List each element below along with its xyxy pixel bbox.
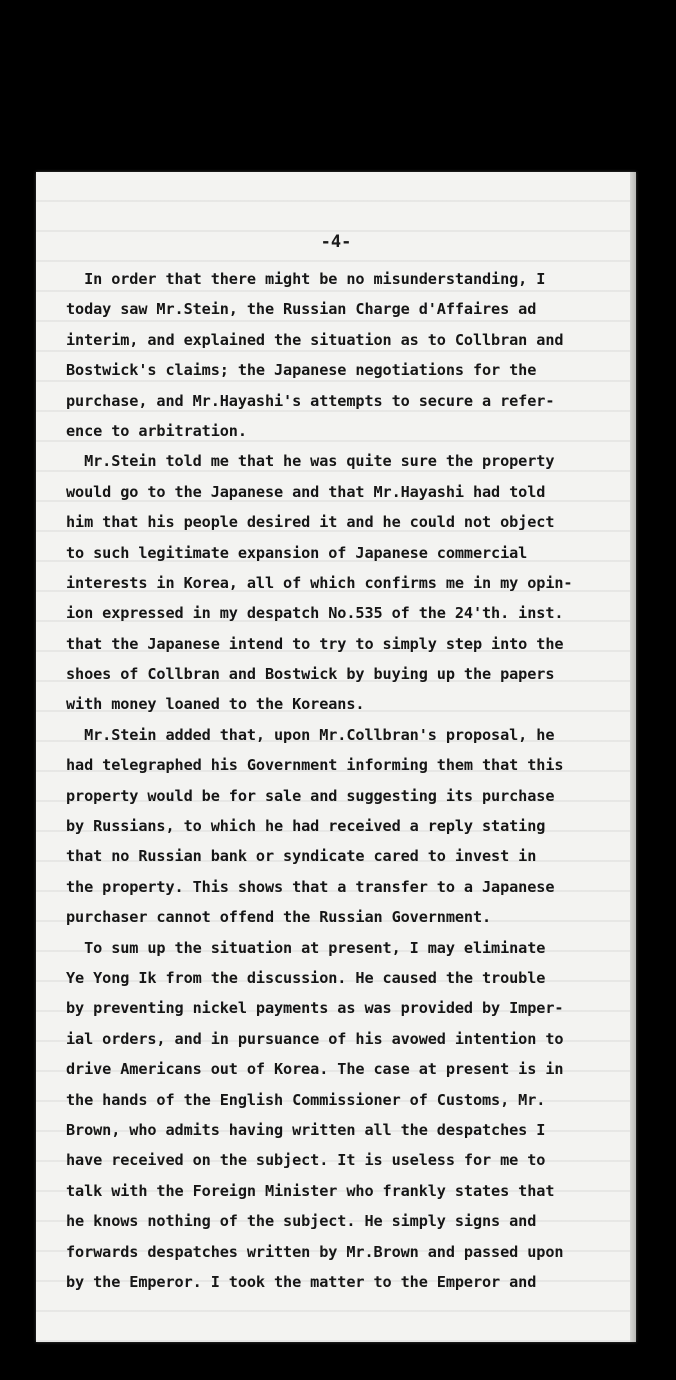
text-line: To sum up the situation at present, I may eliminate bbox=[66, 938, 546, 957]
text-line: drive Americans out of Korea. The case at present is in bbox=[66, 1060, 564, 1079]
text-line: ial orders, and in pursuance of his avowed intention to bbox=[66, 1029, 564, 1048]
text-line: interests in Korea, all of which confirms me in my opin- bbox=[66, 573, 573, 592]
text-line: property would be for sale and suggesting its purchase bbox=[66, 786, 555, 805]
text-line: Mr.Stein told me that he was quite sure the property bbox=[66, 452, 555, 471]
text-line: with money loaned to the Koreans. bbox=[66, 695, 365, 714]
text-line: that the Japanese intend to try to simply step into the bbox=[66, 634, 564, 653]
text-line: ence to arbitration. bbox=[66, 421, 247, 440]
text-line: purchaser cannot offend the Russian Government. bbox=[66, 908, 492, 927]
text-line: him that his people desired it and he could not object bbox=[66, 513, 555, 532]
text-line: he knows nothing of the subject. He simply signs and bbox=[66, 1212, 537, 1231]
text-line: In order that there might be no misunderstanding, I bbox=[66, 270, 546, 288]
text-line: the property. This shows that a transfer to a Japanese bbox=[66, 877, 555, 896]
text-line: ion expressed in my despatch No.535 of the 24'th. inst. bbox=[66, 604, 564, 623]
text-line: Bostwick's claims; the Japanese negotiations for the bbox=[66, 361, 537, 380]
text-line: Brown, who admits having written all the despatches I bbox=[66, 1120, 546, 1139]
text-line: Mr.Stein added that, upon Mr.Collbran's proposal, he bbox=[66, 725, 555, 744]
text-line: would go to the Japanese and that Mr.Hayashi had told bbox=[66, 482, 546, 501]
text-line: forwards despatches written by Mr.Brown and passed upon bbox=[66, 1242, 564, 1261]
page-edge bbox=[630, 172, 636, 1342]
page-number: -4- bbox=[320, 232, 352, 252]
text-line: purchase, and Mr.Hayashi's attempts to secure a refer- bbox=[66, 391, 555, 410]
text-line: shoes of Collbran and Bostwick by buying up the papers bbox=[66, 665, 555, 684]
text-line: by preventing nickel payments as was provided by Imper- bbox=[66, 999, 564, 1018]
text-line: Ye Yong Ik from the discussion. He caused the trouble bbox=[66, 968, 546, 987]
text-line: interim, and explained the situation as to Collbran and bbox=[66, 330, 564, 349]
text-line: by the Emperor. I took the matter to the Emperor and bbox=[66, 1272, 537, 1291]
text-line: by Russians, to which he had received a reply stating bbox=[66, 817, 546, 836]
text-line: had telegraphed his Government informing them that this bbox=[66, 756, 564, 775]
text-line: that no Russian bank or syndicate cared to invest in bbox=[66, 847, 537, 866]
body-text bbox=[66, 264, 626, 1297]
text-line: to such legitimate expansion of Japanese commercial bbox=[66, 543, 528, 562]
text-line: have received on the subject. It is useless for me to bbox=[66, 1151, 546, 1170]
text-line: the hands of the English Commissioner of Customs, Mr. bbox=[66, 1090, 546, 1109]
text-line: talk with the Foreign Minister who frankly states that bbox=[66, 1181, 555, 1200]
text-line: today saw Mr.Stein, the Russian Charge d'Affaires ad bbox=[66, 300, 537, 319]
document-page bbox=[36, 172, 636, 1342]
